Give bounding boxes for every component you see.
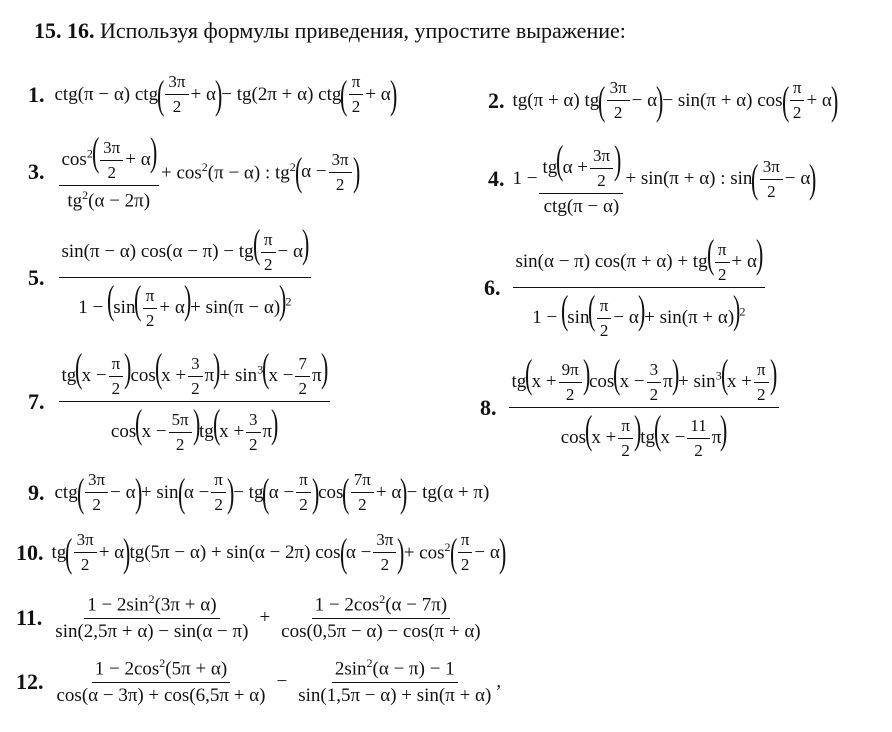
problem-6: 6. sin(α − π) cos(π + α) + tg( $\frac{\pi}{2}$ + α) 1 − (sin( $\frac{\pi}{2}$ − α)+ sin(π + α))$^2$ (484, 231, 764, 341)
problem-set-instruction: Используя формулы приведения, упростите выражение: (100, 18, 626, 43)
problem-12: 12. $\frac{1 - 2\cos^2(5\pi + \alpha)}{\cos(\alpha - 3\pi) + \cos(6,5\pi + \alpha)}$ − $\frac{2\sin^2(\alpha - \pi) - 1}{\sin(1,5\pi - \alpha) + \sin(\pi + \alpha)}$ , (16, 656, 502, 707)
problem-9: 9. ctg ( $\frac{3\pi}{2}$ − α ) + sin ( α − $\frac{\pi}{2}$ ) − tg ( α − $\frac{\pi}{2}$ ) cos ( $\frac{7\pi}{2}$ + α ) − tg(α + π) (28, 469, 490, 515)
problem-5: 5. sin(π − α) cos(α − π) − tg( $\frac{\pi}{2}$ − α) 1 − (sin( $\frac{\pi}{2}$ + α)+ sin(π − α))$^2$ (28, 221, 310, 331)
problem-10: 10. tg ( $\frac{3\pi}{2}$ + α ) tg(5π − α) + sin(α − 2π) cos ( α − $\frac{3\pi}{2}$ ) + $\cos^2$ ( $\frac{\pi}{2}$ − α ) (16, 529, 507, 575)
problem-7: 7. tg(x − $\frac{\pi}{2}$ )cos(x + $\frac{3}{2}$ $\pi)+ \sin^3(x$ − $\frac{7}{2}$ π) cos(x − $\frac{5\pi}{2}$ )tg(x + $\frac{3}{2}$ π) (28, 345, 328, 455)
problem-11: 11. $\frac{1 - 2\sin^2(3\pi + \alpha)}{\sin(2,5\pi + \alpha) - \sin(\alpha - \pi)}$ + $\frac{1 - 2\cos^2(\alpha - 7\pi)}{\cos(0,5\pi - \alpha) - \cos(\pi + \alpha)}$ (16, 592, 481, 643)
problem-7-number: 7. (28, 388, 45, 414)
problem-5-number: 5. (28, 264, 45, 290)
problem-6-number: 6. (484, 274, 501, 300)
problem-4: 4. 1 − tg(α + $\frac{3\pi}{2}$ ) ctg(π − α) + sin(π + α) : sin ( $\frac{3\pi}{2}$ − α ) (488, 137, 817, 218)
problem-4-number: 4. (488, 166, 505, 192)
problem-12-number: 12. (16, 668, 44, 694)
problem-3: 3. $\cos^2$( $\frac{3\pi}{2}$ + α) $tg^2(\alpha - 2\pi)$ + $\cos^2(\pi - \alpha)$ : $tg^2$ ( α − $\frac{3\pi}{2}$ ) (28, 129, 360, 212)
problem-9-number: 9. (28, 479, 45, 505)
problem-1: 1. ctg(π − α) ctg ( $\frac{3\pi}{2}$ + α ) − tg(2π + α) ctg ( $\frac{\pi}{2}$ + α ) (28, 71, 398, 117)
problem-3-number: 3. (28, 159, 45, 185)
problem-10-number: 10. (16, 539, 44, 565)
page-title (34, 18, 626, 44)
problem-8-number: 8. (480, 394, 497, 420)
problem-set-number: 15. 16. (34, 18, 95, 43)
problem-2-number: 2. (488, 87, 505, 113)
problem-8: 8. tg(x + $\frac{9\pi}{2}$ )cos(x − $\frac{3}{2}$ $\pi)+ \sin^3(x$ + $\frac{\pi}{2}$ ) cos(x + $\frac{\pi}{2}$ )tg(x − $\frac{11}{2}$ π) (480, 351, 777, 461)
problem-2: 2. tg(π + α) tg ( $\frac{3\pi}{2}$ − α ) − sin(π + α) cos ( $\frac{\pi}{2}$ + α ) (488, 77, 839, 123)
problem-1-number: 1. (28, 81, 45, 107)
problem-11-number: 11. (16, 604, 43, 630)
